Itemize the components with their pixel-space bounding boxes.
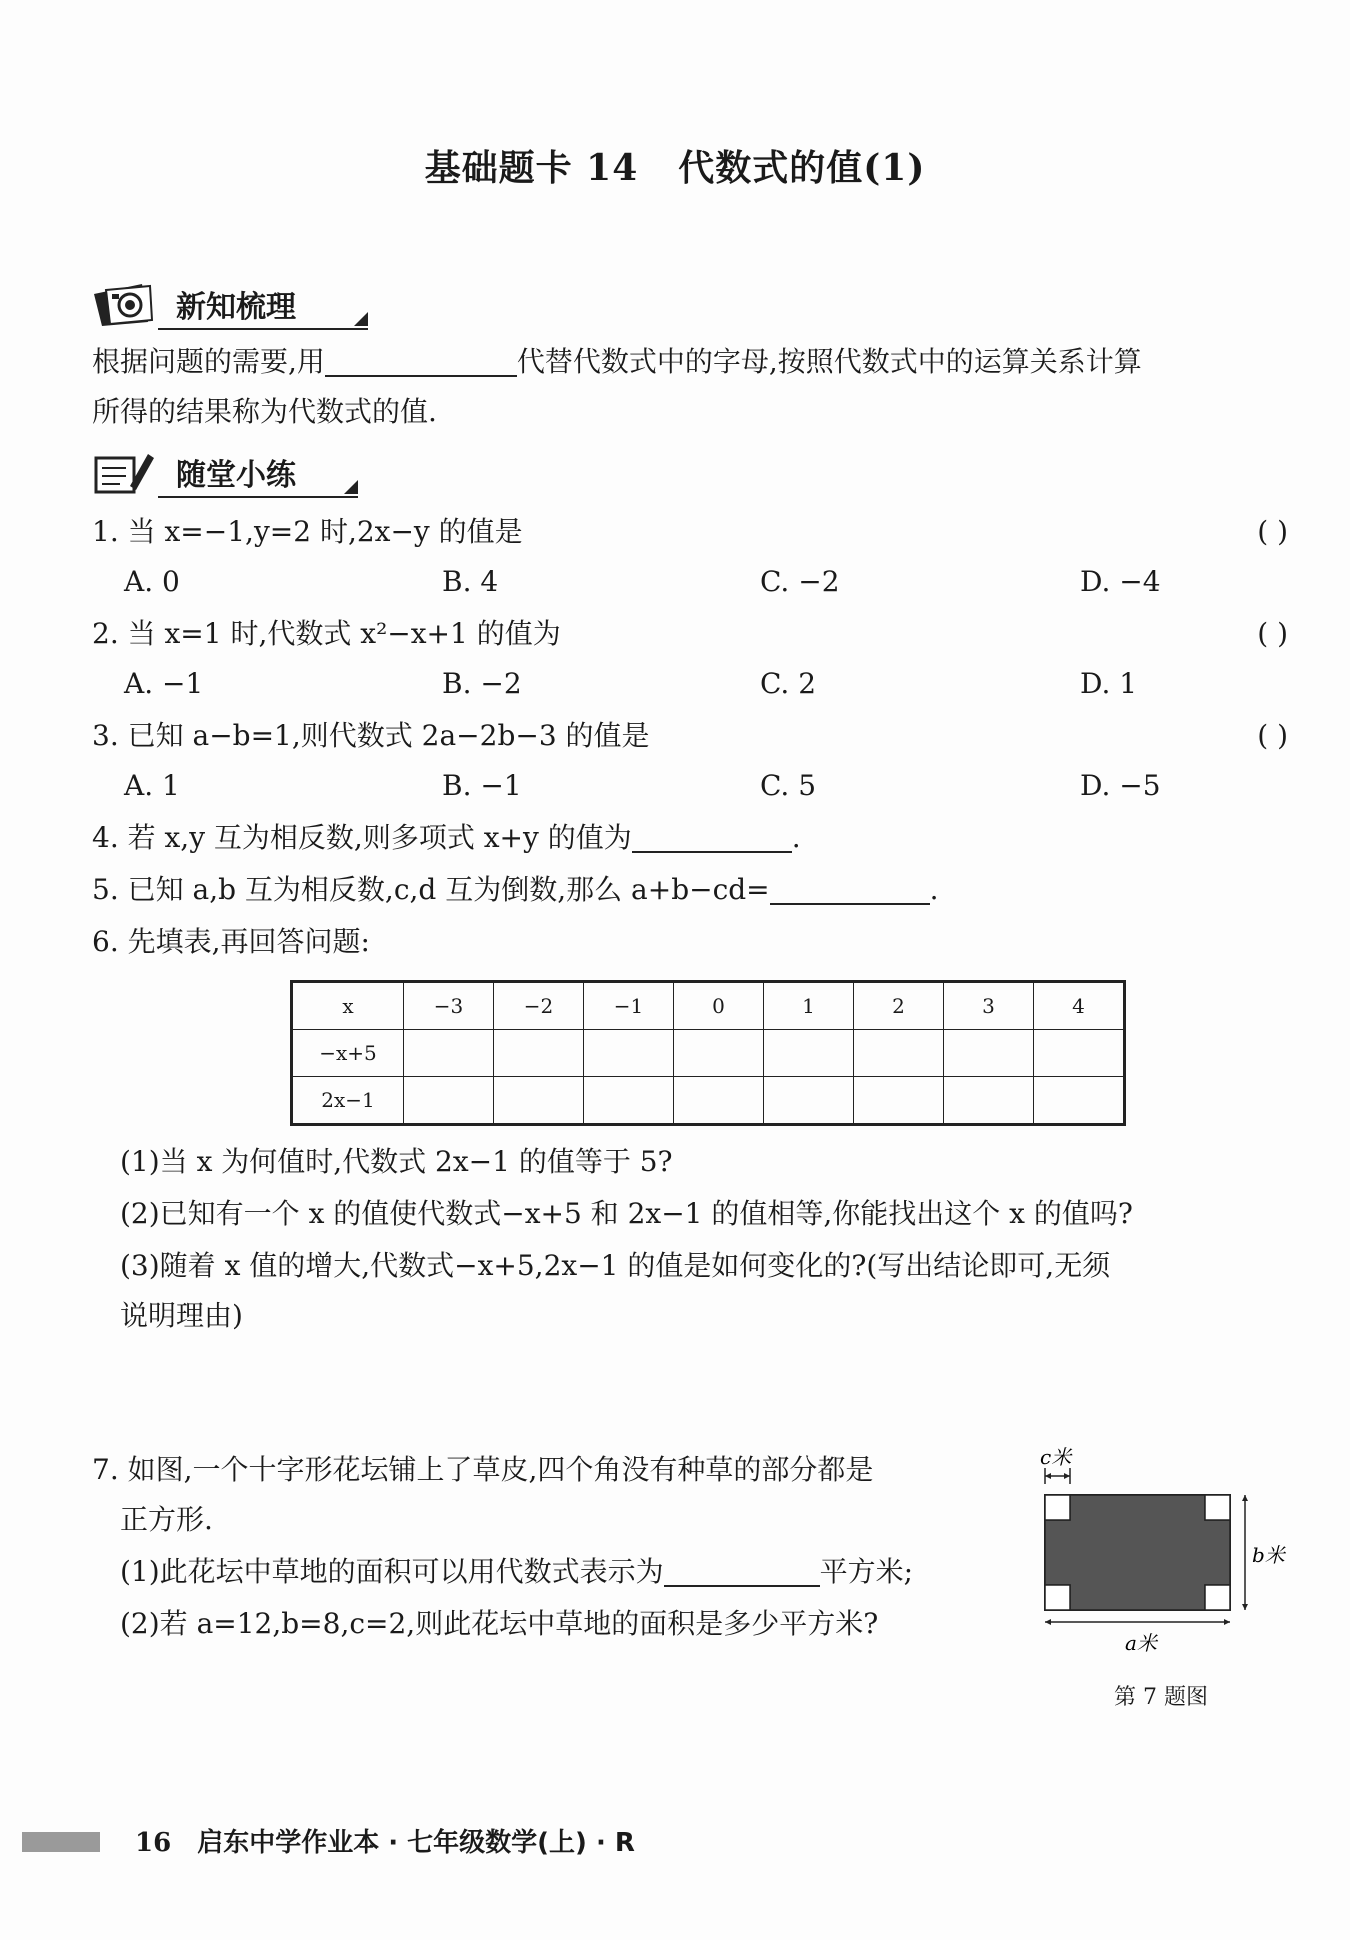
q5-line: 5. 已知 a,b 互为相反数,c,d 互为倒数,那么 a+b−cd= . <box>92 873 939 906</box>
b-label: b米 <box>1252 1543 1285 1567</box>
table-header-cell: 3 <box>944 982 1034 1030</box>
page-number: 16 <box>135 1828 172 1858</box>
table-header-row <box>292 982 1125 1030</box>
q3-stem: 3. 已知 a−b=1,则代数式 2a−2b−3 的值是 <box>92 719 650 752</box>
q2-answer-paren[interactable]: ( ) <box>1257 617 1288 650</box>
section-underline <box>158 328 368 330</box>
q3-answer-paren[interactable]: ( ) <box>1257 719 1288 752</box>
table-header-cell: 0 <box>674 982 764 1030</box>
book-title: 启东中学作业本 · 七年级数学(上) · R <box>197 1828 635 1858</box>
table-row-label: −x+5 <box>292 1030 404 1077</box>
a-dimension <box>1045 1619 1230 1655</box>
section-label: 随堂小练 <box>176 458 296 493</box>
table-cell-input[interactable] <box>404 1077 494 1125</box>
section-underline <box>158 496 358 498</box>
q6-sub3-line1: (3)随着 x 值的增大,代数式−x+5,2x−1 的值是如何变化的?(写出结论即可,无须 <box>120 1249 1111 1282</box>
q1-option-c[interactable]: C. −2 <box>760 565 840 598</box>
table-header-cell: x <box>292 982 404 1030</box>
q1-stem: 1. 当 x=−1,y=2 时,2x−y 的值是 <box>92 515 523 548</box>
q6-sub1: (1)当 x 为何值时,代数式 2x−1 的值等于 5? <box>120 1145 673 1178</box>
page-footer <box>135 1822 635 1859</box>
q7-sub1: (1)此花坛中草地的面积可以用代数式表示为 平方米; <box>120 1555 914 1588</box>
title-sub: 代数式的值(1) <box>678 147 926 189</box>
q2-option-a[interactable]: A. −1 <box>124 667 204 700</box>
intro-line-1: 根据问题的需要,用 代替代数式中的字母,按照代数式中的运算关系计算 <box>92 345 1142 378</box>
footer-bar <box>22 1832 100 1852</box>
q4-answer-blank[interactable] <box>632 821 792 853</box>
table-cell-input[interactable] <box>944 1030 1034 1077</box>
section-label: 新知梳理 <box>176 290 296 325</box>
table-cell-input[interactable] <box>764 1030 854 1077</box>
q3-option-b[interactable]: B. −1 <box>442 769 522 802</box>
flowerbed-shape <box>1045 1495 1230 1610</box>
q6-stem: 6. 先填表,再回答问题: <box>92 925 370 958</box>
q7-stem-line2: 正方形. <box>120 1503 213 1536</box>
table-row-label: 2x−1 <box>292 1077 404 1125</box>
q7-stem-line1: 7. 如图,一个十字形花坛铺上了草皮,四个角没有种草的部分都是 <box>92 1453 874 1486</box>
table-cell-input[interactable] <box>944 1077 1034 1125</box>
c-dimension <box>1040 1445 1073 1484</box>
table-cell-input[interactable] <box>404 1030 494 1077</box>
q6-sub2: (2)已知有一个 x 的值使代数式−x+5 和 2x−1 的值相等,你能找出这个 x 的值吗? <box>120 1197 1133 1230</box>
table-cell-input[interactable] <box>1034 1077 1125 1125</box>
table-cell-input[interactable] <box>494 1077 584 1125</box>
q2-option-c[interactable]: C. 2 <box>760 667 817 700</box>
q1-option-d[interactable]: D. −4 <box>1080 565 1161 598</box>
table-header-cell: 4 <box>1034 982 1125 1030</box>
q7-answer-blank[interactable] <box>664 1555 820 1587</box>
q3-option-c[interactable]: C. 5 <box>760 769 817 802</box>
q7-sub2: (2)若 a=12,b=8,c=2,则此花坛中草地的面积是多少平方米? <box>120 1607 879 1640</box>
q1-option-a[interactable]: A. 0 <box>124 565 180 598</box>
q3-option-a[interactable]: A. 1 <box>124 769 180 802</box>
table-row <box>292 1030 1125 1077</box>
a-label: a米 <box>1125 1631 1157 1655</box>
table-row <box>292 1077 1125 1125</box>
table-cell-input[interactable] <box>674 1030 764 1077</box>
b-dimension <box>1242 1495 1287 1610</box>
q1-option-b[interactable]: B. 4 <box>442 565 499 598</box>
figure-caption: 第 7 题图 <box>1114 1685 1208 1710</box>
q2-stem: 2. 当 x=1 时,代数式 x²−x+1 的值为 <box>92 617 561 650</box>
c-label: c米 <box>1040 1445 1072 1469</box>
table-cell-input[interactable] <box>1034 1030 1125 1077</box>
table-cell-input[interactable] <box>854 1077 944 1125</box>
intro-line-2: 所得的结果称为代数式的值. <box>92 395 437 428</box>
intro-answer-blank[interactable] <box>325 345 517 377</box>
table-header-cell: −2 <box>494 982 584 1030</box>
q1-answer-paren[interactable]: ( ) <box>1257 515 1288 548</box>
notepad-pen-icon <box>92 450 154 496</box>
title-main: 基础题卡 14 <box>424 147 639 189</box>
table-header-cell: −3 <box>404 982 494 1030</box>
table-header-cell: 1 <box>764 982 854 1030</box>
table-cell-input[interactable] <box>854 1030 944 1077</box>
camera-icon <box>92 282 154 328</box>
section-triangle <box>344 480 358 494</box>
table-header-cell: −1 <box>584 982 674 1030</box>
section-triangle <box>354 312 368 326</box>
table-cell-input[interactable] <box>584 1077 674 1125</box>
table-cell-input[interactable] <box>494 1030 584 1077</box>
q2-option-d[interactable]: D. 1 <box>1080 667 1138 700</box>
page-title <box>0 140 1350 191</box>
q4-line: 4. 若 x,y 互为相反数,则多项式 x+y 的值为 . <box>92 821 801 854</box>
table-cell-input[interactable] <box>584 1030 674 1077</box>
table-cell-input[interactable] <box>764 1077 854 1125</box>
table-cell-input[interactable] <box>674 1077 764 1125</box>
flowerbed-figure <box>1030 1445 1285 1660</box>
q6-sub3-line2: 说明理由) <box>120 1299 243 1332</box>
q3-option-d[interactable]: D. −5 <box>1080 769 1161 802</box>
section-header-practice <box>92 448 372 498</box>
table-header-cell: 2 <box>854 982 944 1030</box>
q5-answer-blank[interactable] <box>770 873 930 905</box>
q2-option-b[interactable]: B. −2 <box>442 667 522 700</box>
section-header-new-knowledge <box>92 280 372 330</box>
q6-fill-table <box>290 980 1126 1126</box>
